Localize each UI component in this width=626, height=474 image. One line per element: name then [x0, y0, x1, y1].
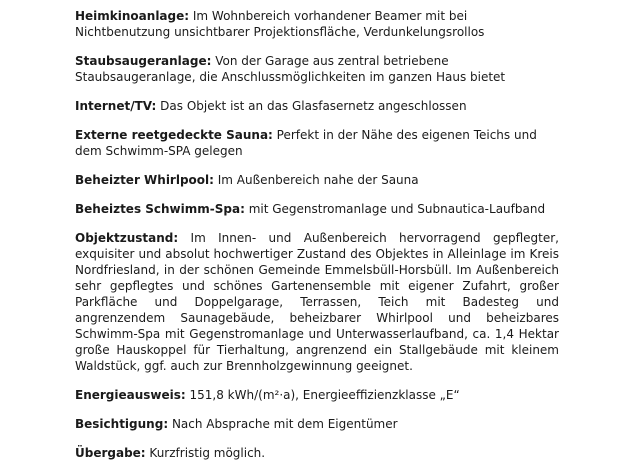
paragraph-besichtigung [75, 416, 559, 432]
text-internet-tv: Das Objekt ist an das Glasfasernetz angeschlossen [156, 99, 467, 113]
label-sauna: Externe reetgedeckte Sauna: [75, 128, 273, 142]
label-heimkinoanlage: Heimkinoanlage: [75, 9, 190, 23]
label-besichtigung: Besichtigung: [75, 417, 169, 431]
text-besichtigung: Nach Absprache mit dem Eigentümer [168, 417, 398, 431]
paragraph-energieausweis [75, 387, 559, 403]
label-uebergabe: Übergabe: [75, 446, 146, 460]
label-internet-tv: Internet/TV: [75, 99, 157, 113]
label-energieausweis: Energieausweis: [75, 388, 186, 402]
text-whirlpool: Im Außenbereich nahe der Sauna [213, 173, 419, 187]
label-objektzustand: Objektzustand: [75, 231, 179, 245]
text-energieausweis: 151,8 kWh/(m²·a), Energieeffizienzklasse „E“ [185, 388, 460, 402]
paragraph-sauna [75, 127, 559, 159]
paragraph-staubsaugeranlage [75, 53, 559, 85]
text-objektzustand: Im Innen- und Außenbereich hervorragend gepflegter, exquisiter und absolut hochwertiger Zustand des Objektes in Alleinlage im Kreis Nordfriesland, in der schönen Gemeinde Emmelsbüll-Horsbüll. Im Außenbereich sehr gepflegtes und schönes Gartenensemble mit eigener Zufahrt, großer Parkfläche und Doppelgarage, Terrassen, Teich mit Badesteg und angrenzendem Saunagebäude, beheizbarer Whirlpool und beheizbares Schwimm-Spa mit Gegenstromanlage und Unterwasserlaufband, ca. 1,4 Hektar große Hauskoppel für Tierhaltung, angrenzend ein Stallgebäude mit kleinem Waldstück, ggf. auch zur Brennholzgewinnung geeignet. [75, 231, 559, 373]
paragraph-uebergabe [75, 445, 559, 461]
paragraph-objektzustand [75, 230, 559, 374]
paragraph-internet-tv [75, 98, 559, 114]
text-heimkinoanlage: Im Wohnbereich vorhandener Beamer mit bei Nichtbenutzung unsichtbarer Projektionsfläche, Verdunkelungsrollos [75, 9, 485, 39]
paragraph-whirlpool [75, 172, 559, 188]
property-description [75, 8, 559, 474]
paragraph-schwimm-spa [75, 201, 559, 217]
label-whirlpool: Beheizter Whirlpool: [75, 173, 214, 187]
text-staubsaugeranlage: Von der Garage aus zentral betriebene Staubsaugeranlage, die Anschlussmöglichkeiten im ganzen Haus bietet [75, 54, 506, 84]
text-sauna: Perfekt in der Nähe des eigenen Teichs und dem Schwimm-SPA gelegen [75, 128, 537, 158]
text-uebergabe: Kurzfristig möglich. [145, 446, 266, 460]
paragraph-heimkinoanlage [75, 8, 559, 40]
label-staubsaugeranlage: Staubsaugeranlage: [75, 54, 212, 68]
text-schwimm-spa: mit Gegenstromanlage und Subnautica-Laufband [244, 202, 546, 216]
label-schwimm-spa: Beheiztes Schwimm-Spa: [75, 202, 245, 216]
